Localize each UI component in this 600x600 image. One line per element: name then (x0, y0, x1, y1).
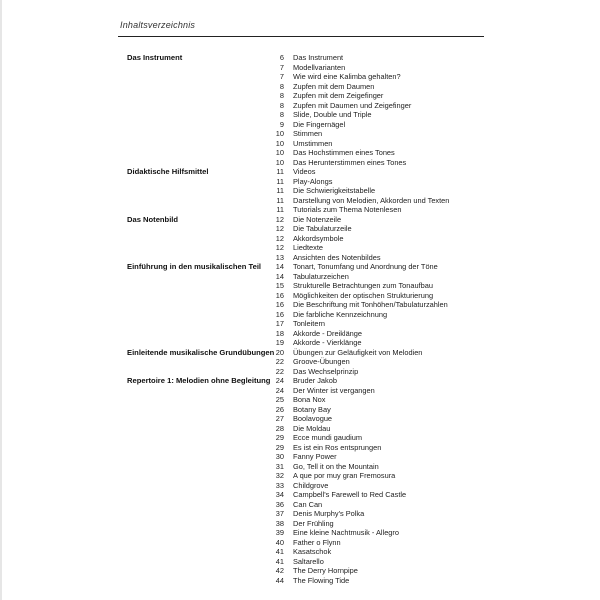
toc-page-number: 11 (276, 186, 284, 195)
toc-entry-title: Das Hochstimmen eines Tones (293, 148, 395, 157)
toc-entry-title: Tonleitern (293, 319, 326, 328)
toc-page-number: 29 (275, 433, 284, 442)
toc-entry-title: Childgrove (293, 480, 329, 490)
toc-entry (0, 500, 600, 510)
toc-page-number: 44 (275, 575, 284, 585)
toc-entry (0, 471, 600, 481)
toc-entry-title: Stimmen (293, 129, 323, 138)
toc-page-number: 28 (275, 423, 284, 433)
toc-page-number: 7 (279, 62, 284, 72)
toc-entry (0, 243, 600, 253)
toc-page-number: 8 (279, 100, 284, 110)
toc-entry (0, 367, 600, 377)
toc-entry (0, 262, 600, 272)
toc-entry (0, 120, 600, 130)
toc-page-number: 37 (275, 509, 284, 518)
toc-entry (0, 443, 600, 453)
toc-entry-title: Zupfen mit Daumen und Zeigefinger (293, 100, 412, 110)
toc-page-number: 13 (275, 252, 284, 262)
toc-entry (0, 462, 600, 472)
toc-page-number: 22 (275, 366, 284, 376)
toc-entry (0, 395, 600, 405)
toc-section-heading: Didaktische Hilfsmittel (127, 167, 209, 176)
toc-page-number: 14 (275, 262, 284, 271)
toc-entry-title: A que por muy gran Fremosura (293, 471, 396, 480)
toc-entry-title: Darstellung von Melodien, Akkorden und Texten (293, 195, 450, 205)
toc-page-number: 25 (275, 395, 284, 404)
toc-page-number: 10 (275, 129, 284, 138)
toc-page-number: 8 (279, 110, 284, 119)
toc-entry-title: Denis Murphy's Polka (293, 509, 365, 518)
toc-entry (0, 129, 600, 139)
toc-entry (0, 291, 600, 301)
toc-entry (0, 310, 600, 320)
toc-page-number: 30 (275, 452, 284, 461)
toc-entry (0, 481, 600, 491)
toc-entry (0, 538, 600, 548)
toc-entry-title: Strukturelle Betrachtungen zum Tonaufbau (293, 281, 433, 290)
toc-entry-title: Go, Tell it on the Mountain (293, 461, 379, 471)
toc-page-number: 7 (279, 72, 284, 81)
toc-entry (0, 424, 600, 434)
toc-entry-title: Fanny Power (293, 452, 337, 461)
toc-entry-title: The Flowing Tide (293, 575, 350, 585)
toc-entry-title: Campbell's Farewell to Red Castle (293, 490, 407, 499)
toc-page-number: 41 (275, 547, 284, 556)
toc-entry (0, 433, 600, 443)
toc-page-number: 11 (276, 176, 284, 186)
toc-entry (0, 224, 600, 234)
toc-entry (0, 348, 600, 358)
toc-entry (0, 158, 600, 168)
toc-entry (0, 547, 600, 557)
toc-entry-title: Die Beschriftung mit Tonhöhen/Tabulaturzahlen (293, 300, 448, 309)
toc-page-number: 22 (275, 357, 284, 366)
toc-page-number: 11 (276, 195, 284, 205)
toc-entry-title: Ansichten des Notenbildes (293, 252, 381, 262)
toc-entry (0, 376, 600, 386)
toc-entry-title: Groove-Übungen (293, 357, 350, 366)
toc-page-number: 20 (275, 347, 284, 357)
toc-entry-title: Das Herunterstimmen eines Tones (293, 157, 407, 167)
toc-page-number: 24 (275, 376, 284, 385)
toc-entry-title: Die Fingernägel (293, 119, 346, 129)
toc-entry (0, 186, 600, 196)
toc-page-number: 39 (275, 528, 284, 537)
toc-entry-title: Can Can (293, 499, 323, 509)
toc-entry (0, 91, 600, 101)
toc-entry-title: Die Tabulaturzeile (293, 224, 352, 233)
toc-page-number: 14 (275, 271, 284, 281)
toc-entry-title: Die Notenzeile (293, 214, 342, 224)
toc-entry-title: Play-Alongs (293, 176, 333, 186)
toc-entry (0, 196, 600, 206)
toc-entry (0, 319, 600, 329)
toc-entry-title: Möglichkeiten der optischen Strukturierung (293, 290, 434, 300)
toc-section-heading: Einführung in den musikalischen Teil (127, 262, 262, 271)
toc-page-number: 10 (275, 148, 284, 157)
toc-section-heading: Einleitende musikalische Grundübungen (127, 347, 275, 357)
toc-page-number: 16 (275, 300, 284, 309)
toc-entry (0, 139, 600, 149)
toc-entry-title: Akkorde - Vierklänge (293, 338, 362, 347)
toc-page-number: 16 (275, 309, 284, 319)
toc-entry (0, 110, 600, 120)
toc-entry (0, 528, 600, 538)
toc-entry-title: Father o Flynn (293, 537, 341, 547)
toc-entry (0, 234, 600, 244)
toc-page-number: 42 (275, 566, 284, 575)
toc-entry (0, 253, 600, 263)
toc-page-number: 27 (275, 414, 284, 423)
toc-page-number: 6 (279, 53, 284, 62)
toc-entry (0, 82, 600, 92)
toc-entry-title: Modellvarianten (293, 62, 346, 72)
toc-entry (0, 452, 600, 462)
toc-entry-title: Das Instrument (293, 53, 344, 62)
toc-page-number: 11 (276, 205, 284, 214)
toc-entry (0, 205, 600, 215)
toc-entry-title: Akkordsymbole (293, 233, 344, 243)
toc-entry-title: Tonart, Tonumfang und Anordnung der Töne (293, 262, 438, 271)
toc-entry-title: Wie wird eine Kalimba gehalten? (293, 72, 401, 81)
toc-page-number: 34 (275, 490, 284, 499)
toc-entry-title: Der Winter ist vergangen (293, 385, 375, 395)
toc-entry-title: Bruder Jakob (293, 376, 337, 385)
toc-entry-title: Liedtexte (293, 243, 323, 252)
header-divider (118, 36, 484, 37)
toc-page-number: 15 (275, 281, 284, 290)
toc-entry-title: Die farbliche Kennzeichnung (293, 309, 388, 319)
toc-page-number: 38 (275, 518, 284, 528)
toc-page-number: 32 (275, 471, 284, 480)
toc-entry-title: Eine kleine Nachtmusik - Allegro (293, 528, 399, 537)
toc-entry-title: Es ist ein Ros entsprungen (293, 442, 382, 452)
toc-entry-title: Zupfen mit dem Daumen (293, 81, 375, 91)
toc-page-number: 33 (275, 480, 284, 490)
toc-entry-title: Bona Nox (293, 395, 326, 404)
toc-entry (0, 300, 600, 310)
toc-entry-title: Die Moldau (293, 423, 331, 433)
toc-entry-title: Akkorde - Dreiklänge (293, 328, 363, 338)
toc-entry (0, 405, 600, 415)
toc-entry (0, 101, 600, 111)
toc-page-number: 16 (275, 290, 284, 300)
toc-page-number: 41 (275, 556, 284, 566)
toc-entry-title: Die Schwierigkeitstabelle (293, 186, 376, 195)
toc-page-number: 12 (275, 243, 284, 252)
toc-page-number: 12 (275, 224, 284, 233)
toc-entry-title: Kasatschok (293, 547, 332, 556)
toc-entry-title: Botany Bay (293, 404, 331, 414)
toc-entry (0, 177, 600, 187)
toc-entry (0, 215, 600, 225)
toc-page-number: 19 (275, 338, 284, 347)
toc-entry (0, 386, 600, 396)
toc-page-number: 17 (275, 319, 284, 328)
toc-page-number: 12 (275, 214, 284, 224)
toc-entry-title: Ecce mundi gaudium (293, 433, 363, 442)
toc-entry (0, 519, 600, 529)
toc-entry-title: Umstimmen (293, 138, 333, 148)
toc-entry (0, 281, 600, 291)
toc-entry-title: Tabulaturzeichen (293, 271, 349, 281)
toc-page-number: 12 (275, 233, 284, 243)
toc-entry-title: The Derry Hornpipe (293, 566, 358, 575)
toc-page-number: 36 (275, 499, 284, 509)
toc-entry (0, 338, 600, 348)
toc-section-heading: Das Notenbild (127, 214, 179, 224)
toc-section-heading: Das Instrument (127, 53, 183, 62)
toc-entry (0, 576, 600, 586)
toc-entry-title: Der Frühling (293, 518, 334, 528)
toc-page-number: 31 (275, 461, 284, 471)
toc-entry (0, 329, 600, 339)
toc-entry-title: Tutorials zum Thema Notenlesen (293, 205, 402, 214)
toc-entry (0, 63, 600, 73)
toc-page-number: 10 (275, 138, 284, 148)
toc-entry (0, 566, 600, 576)
toc-entry (0, 148, 600, 158)
toc-entry (0, 490, 600, 500)
toc-entry (0, 167, 600, 177)
toc-page-number: 8 (279, 91, 284, 100)
toc-entry (0, 72, 600, 82)
toc-entry (0, 557, 600, 567)
toc-entry (0, 414, 600, 424)
toc-entry (0, 272, 600, 282)
toc-page-number: 9 (279, 119, 284, 129)
toc-page-number: 8 (279, 81, 284, 91)
toc-entry (0, 53, 600, 63)
toc-page-number: 18 (275, 328, 284, 338)
toc-entry-title: Saltarello (293, 556, 324, 566)
page-header-title: Inhaltsverzeichnis (120, 20, 196, 30)
toc-entry-title: Übungen zur Geläufigkeit von Melodien (293, 347, 423, 357)
toc-page-number: 24 (275, 385, 284, 395)
toc-page-number: 26 (275, 404, 284, 414)
toc-page-number: 11 (276, 167, 284, 176)
toc-entry-title: Boolavogue (293, 414, 333, 423)
toc-section-heading: Repertoire 1: Melodien ohne Begleitung (127, 376, 271, 385)
toc-entry-title: Videos (293, 167, 316, 176)
toc-entry-title: Zupfen mit dem Zeigefinger (293, 91, 384, 100)
toc-entry (0, 357, 600, 367)
toc-entry-title: Slide, Double und Triple (293, 110, 372, 119)
toc-entry (0, 509, 600, 519)
toc-entry-title: Das Wechselprinzip (293, 366, 359, 376)
toc-page-number: 29 (275, 442, 284, 452)
toc-page-number: 40 (275, 537, 284, 547)
toc-page-number: 10 (275, 157, 284, 167)
